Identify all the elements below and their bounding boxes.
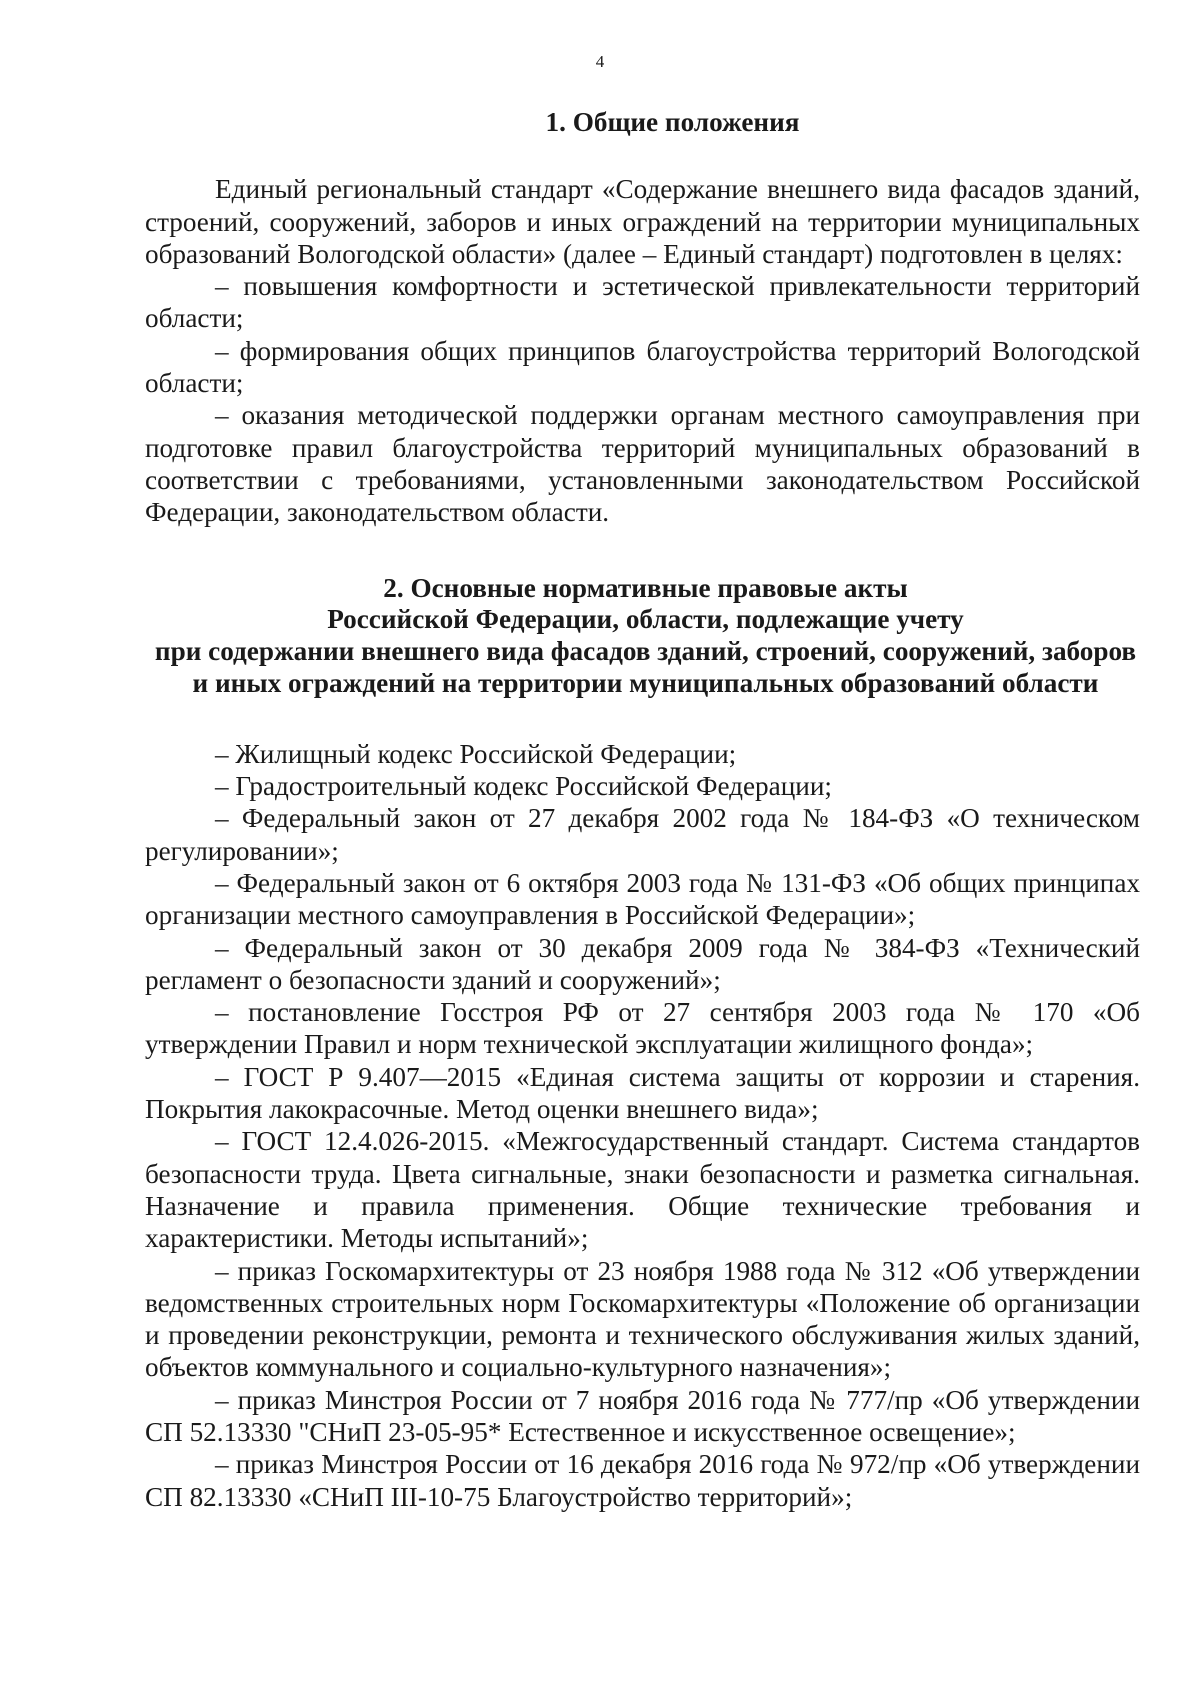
list-item: – приказ Минстроя России от 16 декабря 2016 года № 972/пр «Об утверждении СП 82.13330 «СНиП III-10-75 Благоустройство территорий»; [145, 1449, 1140, 1512]
section-1-paragraph: – повышения комфортности и эстетической привлекательности территорий области; [145, 271, 1140, 334]
list-item: – приказ Минстроя России от 7 ноября 2016 года № 777/пр «Об утверждении СП 52.13330 "СНиП 23-05-95* Естественное и искусственное освещение»; [145, 1384, 1140, 1447]
list-item: – Федеральный закон от 6 октября 2003 года № 131-ФЗ «Об общих принципах организации местного самоуправления в Российской Федерации»; [145, 867, 1140, 931]
section-1-paragraph: Единый региональный стандарт «Содержание внешнего вида фасадов зданий, строений, сооружений, заборов и иных ограждений на территории муниципальных образований Вологодской области» (далее – Единый стандарт) подготовлен в целях: [145, 174, 1140, 269]
list-item: – Градостроительный кодекс Российской Федерации; [215, 771, 832, 802]
legal-acts-list [145, 738, 1140, 1513]
section-1-paragraph: – оказания методической поддержки органам местного самоуправления при подготовке правил благоустройства территорий муниципальных образований в соответствии с требованиями, установленными законодательством Российской Федерации, законодательством области. [145, 400, 1140, 528]
section-2-heading-line: Российской Федерации, области, подлежащие учету [327, 604, 964, 635]
section-2-heading [145, 573, 1140, 700]
list-item: – постановление Госстроя РФ от 27 сентября 2003 года № 170 «Об утверждении Правил и норм технической эксплуатации жилищного фонда»; [145, 997, 1140, 1060]
section-2-heading-line: при содержании внешнего вида фасадов зданий, строений, сооружений, заборов и иных ограждений на территории муниципальных образований области [154, 636, 1137, 698]
page-number: 4 [595, 52, 605, 71]
section-1-heading: 1. Общие положения [545, 107, 800, 137]
list-item: – ГОСТ 12.4.026-2015. «Межгосударственный стандарт. Система стандартов безопасности труда. Цвета сигнальные, знаки безопасности и разметка сигнальная. Назначение и правила применения. Общие технические требования и характеристики. Методы испытаний»; [145, 1126, 1140, 1254]
section-1-paragraph: – формирования общих принципов благоустройства территорий Вологодской области; [145, 335, 1140, 399]
list-item: – Федеральный закон от 27 декабря 2002 года № 184-ФЗ «О техническом регулировании»; [145, 803, 1140, 866]
page-content [145, 106, 1140, 1513]
list-item: – Жилищный кодекс Российской Федерации; [215, 738, 737, 769]
list-item: – ГОСТ Р 9.407—2015 «Единая система защиты от коррозии и старения. Покрытия лакокрасочные. Метод оценки внешнего вида»; [145, 1061, 1140, 1125]
list-item: – приказ Госкомархитектуры от 23 ноября 1988 года № 312 «Об утверждении ведомственных строительных норм Госкомархитектуры «Положение об организации и проведении реконструкции, ремонта и технического обслуживания жилых зданий, объектов коммунального и социально-культурного назначения»; [145, 1255, 1140, 1383]
section-2-heading-line: 2. Основные нормативные правовые акты [383, 572, 908, 603]
section-1-body [145, 173, 1140, 528]
list-item: – Федеральный закон от 30 декабря 2009 года № 384-ФЗ «Технический регламент о безопасности зданий и сооружений»; [145, 932, 1140, 995]
